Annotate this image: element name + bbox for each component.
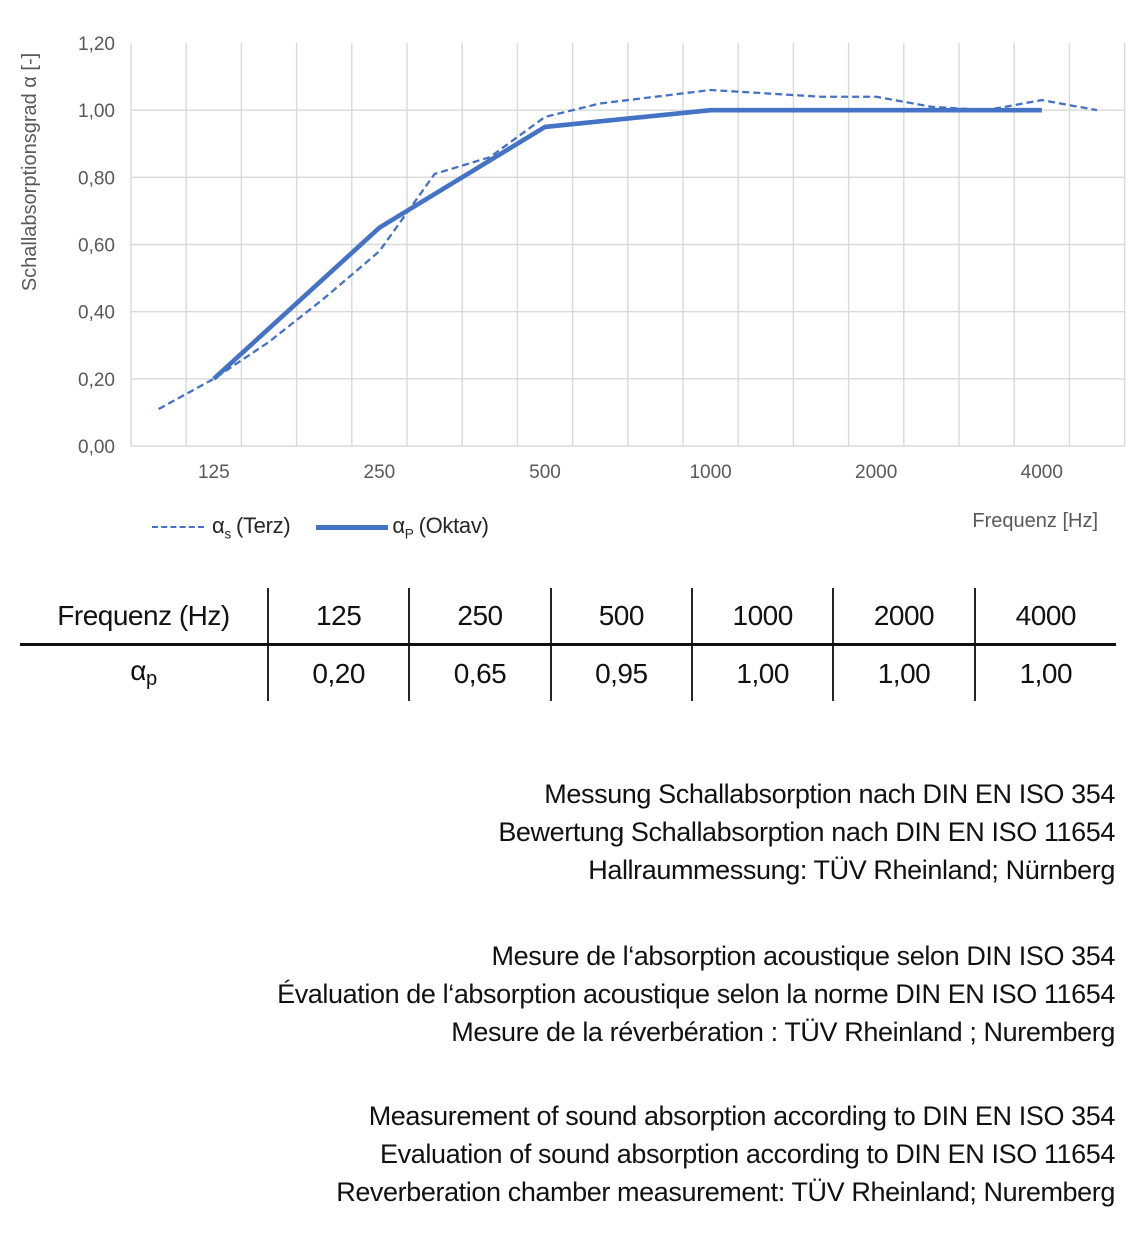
note-line-fr-2: Évaluation de l‘absorption acoustique selon la norme DIN EN ISO 11654	[277, 979, 1115, 1009]
note-line-en-3: Reverberation chamber measurement: TÜV Rheinland; Nuremberg	[336, 1177, 1115, 1207]
table-header-125: 125	[268, 588, 409, 645]
note-line-en-2: Evaluation of sound absorption according to DIN EN ISO 11654	[380, 1139, 1115, 1169]
y-axis-title: Schallabsorptionsgrad α [-]	[19, 52, 41, 292]
table-cell-alpha-1000: 1,00	[692, 645, 833, 702]
y-tick-label: 0,80	[78, 168, 115, 190]
x-tick-label: 250	[363, 462, 396, 483]
x-tick-label: 125	[197, 462, 230, 483]
alpha-p-table	[20, 588, 1116, 701]
y-tick-label: 1,00	[78, 101, 115, 123]
chart-legend	[152, 513, 489, 541]
table-row-label-alpha-p: αp	[20, 645, 268, 702]
notes-english	[15, 1097, 1115, 1211]
note-line-fr-1: Mesure de l‘absorption acoustique selon DIN ISO 354	[491, 941, 1115, 971]
legend-item-terz	[152, 513, 290, 541]
x-tick-label: 4000	[1020, 462, 1063, 483]
oktav-solid-line-sample	[316, 525, 388, 530]
table-header-500: 500	[551, 588, 692, 645]
notes-french	[15, 937, 1115, 1051]
note-line-de-1: Messung Schallabsorption nach DIN EN ISO 354	[544, 779, 1115, 809]
note-line-fr-3: Mesure de la réverbération : TÜV Rheinland ; Nuremberg	[451, 1017, 1115, 1047]
table-header-1000: 1000	[692, 588, 833, 645]
x-tick-label: 500	[529, 462, 561, 483]
x-tick-label: 2000	[855, 462, 898, 483]
note-line-de-3: Hallraummessung: TÜV Rheinland; Nürnberg	[588, 855, 1115, 885]
y-tick-label: 0,20	[78, 369, 115, 391]
table-header-row	[20, 588, 1116, 645]
table-header-4000: 4000	[975, 588, 1116, 645]
notes-german	[15, 775, 1115, 889]
terz-dashed-line-sample	[152, 526, 204, 528]
table-cell-alpha-2000: 1,00	[833, 645, 974, 702]
y-tick-label: 0,60	[78, 235, 115, 257]
legend-label-terz: $\alpha_s$ (Terz)	[212, 513, 291, 542]
y-tick-label: 0,40	[78, 302, 115, 324]
note-line-en-1: Measurement of sound absorption according to DIN EN ISO 354	[368, 1101, 1115, 1131]
table-header-frequency: Frequenz (Hz)	[20, 588, 268, 645]
x-axis-title: Frequenz [Hz]	[972, 510, 1098, 532]
table-header-250: 250	[409, 588, 550, 645]
legend-item-oktav	[316, 513, 488, 541]
x-tick-label: 1000	[689, 462, 732, 483]
table-cell-alpha-250: 0,65	[409, 645, 550, 702]
table-cell-alpha-125: 0,20	[268, 645, 409, 702]
table-value-row	[20, 645, 1116, 702]
table-header-2000: 2000	[833, 588, 974, 645]
y-tick-label: 0,00	[78, 437, 115, 458]
absorption-chart	[0, 0, 1135, 560]
table-cell-alpha-4000: 1,00	[1019, 657, 1073, 689]
legend-label-oktav: $\alpha_P$ (Oktav)	[392, 513, 489, 542]
y-tick-label: 1,20	[78, 34, 115, 55]
table-cell-alpha-500: 0,95	[551, 645, 692, 702]
note-line-de-2: Bewertung Schallabsorption nach DIN EN ISO 11654	[498, 817, 1115, 847]
